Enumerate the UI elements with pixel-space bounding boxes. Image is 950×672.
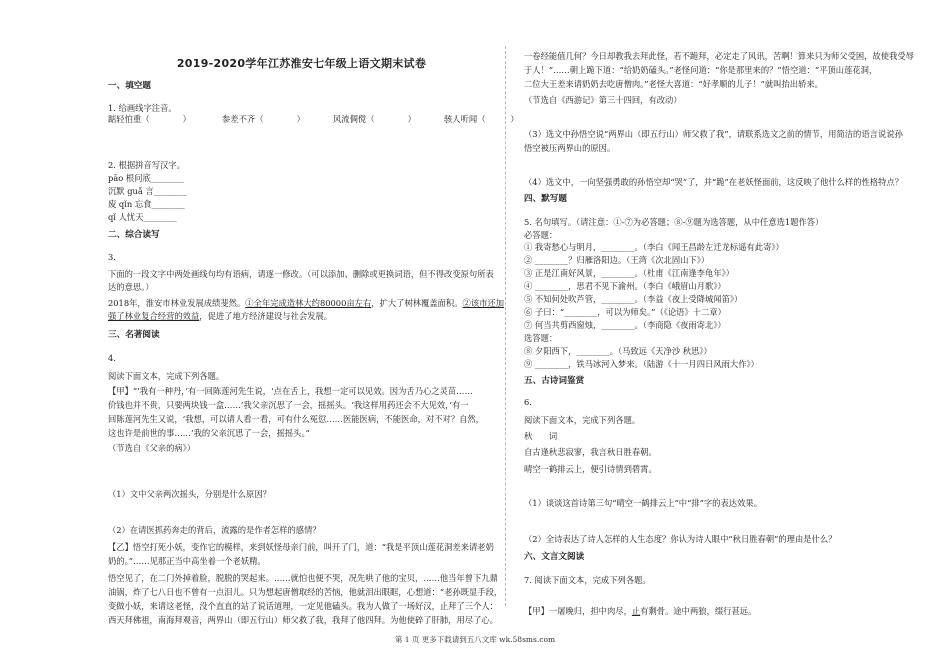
q2-line-1: pāo 根问底________ <box>108 173 184 183</box>
q5-item-7: ⑦ 何当共剪西窗烛，________。（李商隐《夜雨寄北》） <box>524 320 726 330</box>
q6-sub-1: （1）谈谈这首诗第三句“晴空一鹤排云上”中“排”字的表达效果。 <box>524 498 762 508</box>
q3-text: ，促进了地方经济建设与社会发展。 <box>199 311 333 321</box>
q4-yi-line-5: 变做小妖，来请这老怪，没个直直的站了说话道理，一定见他磕头。我为人做了一场好汉，止拜了三个人： <box>108 601 498 611</box>
question-2-stem: 2. 根据拼音写汉字。 <box>108 160 185 170</box>
poem-line-1: 自古逢秋悲寂寥，我言秋日胜春朝。 <box>524 447 657 457</box>
q4-intro: 阅读下面文本，完成下列各题。 <box>108 371 225 381</box>
q3-line-4 <box>108 310 332 322</box>
q3-line-1: 下面的一段文字中两处画线句均有语病，请逐一修改。（可以添加、删除或更换词语，但不得改变原句所表 <box>108 269 494 279</box>
q3-text: ，扩大了树林覆盖面积。 <box>371 298 463 308</box>
q7-text: 【甲】一屠晚归，担中肉尽， <box>524 606 632 616</box>
q5-item-8: ⑧ 夕阳西下，________。（马致远《天净沙 秋思》） <box>524 346 712 356</box>
q3-text: 2018年，淮安市林业发展成绩斐然。 <box>108 298 246 308</box>
q4-sub-3-line-2: 悟空被压两界山的原因。 <box>524 143 616 153</box>
q1-item-2: 参差不齐（ ） <box>222 114 305 124</box>
q7-underlined-char: 止 <box>631 606 641 616</box>
question-1-stem: 1. 给画线字注音。 <box>108 103 177 113</box>
q5-item-2: ② ________？归雁洛阳边。（王湾《次北固山下》） <box>524 255 710 265</box>
q2-line-3: 废 qǐn 忘食________ <box>108 199 185 209</box>
q4-sub-3-line-1: （3）选文中孙悟空说“两界山（即五行山）师父救了我”，请联系选文之前的情节，用简洁的语言说说孙 <box>524 129 903 139</box>
question-6-number: 6. <box>524 397 532 407</box>
q4-jia-line-1: 【甲】“‘我有一种丹，’有一回陈莲河先生说，‘点在舌上，我想一定可以见效。因为舌乃心之灵苗…… <box>108 386 473 396</box>
q2-line-2: 沉默 guǎ 言________ <box>108 186 187 196</box>
q4-yi-line-1: 【乙】悟空打死小妖，变作它的模样，来到妖怪母亲门前，叫开了门，道：“我是平顶山莲花洞差来请老奶 <box>108 542 494 552</box>
q3-underlined-sentence-2: ②该市还加 <box>462 298 505 308</box>
q4-jia-line-2: 价钱也并不贵，只要两块钱一盒……’我父亲沉思了一会，摇摇头。‘我这样用药还会不大见效，’有一 <box>108 400 469 410</box>
r-passage-line-2: 于人！”……朝上跪下道：“给奶奶磕头。”老怪问道：“你是那里来的？”悟空道：“平顶山莲花洞， <box>524 65 878 75</box>
q5-optional-label: 选答题： <box>524 333 558 343</box>
q4-yi-line-2: 奶的。”……见那正当中高坐着一个老妖精。 <box>108 556 266 566</box>
poem-line-2: 晴空一鹤排云上，便引诗情到碧霄。 <box>524 464 657 474</box>
section-heading-reading-writing: 二、综合读写 <box>108 230 160 240</box>
exam-title: 2019-2020学年江苏淮安七年级上语文期末试卷 <box>176 57 427 70</box>
q4-yi-line-3: 悟空见了，在二门外掉着脸，脱脱的哭起来。……就怕也便不哭，况先哄了他的宝贝，……他当年曾下九鼎 <box>108 573 498 583</box>
q5-item-3: ③ 正是江南好风景，________。（杜甫《江南逢李龟年》） <box>524 268 735 278</box>
q4-yi-line-4: 油锅，炸了七八日也不曾有一点泪儿。只为想起唐僧取经的苦恼，他就泪出眼眶，心想道：“老孙既显手段， <box>108 587 503 597</box>
column-divider <box>505 46 506 606</box>
question-7-stem: 7. 阅读下面文本，完成下列各题。 <box>524 575 651 585</box>
r-source: （节选自《西游记》第三十四回，有改动） <box>524 95 682 105</box>
poem-title: 秋 词 <box>524 431 558 441</box>
section-heading-classics: 三、名著阅读 <box>108 330 160 340</box>
question-3-number: 3. <box>108 252 116 262</box>
q6-sub-2: （2）全诗表达了诗人怎样的人生态度？你认为诗人眼中“秋日胜春朝”的理由是什么？ <box>524 534 837 544</box>
question-5-stem: 5. 名句填写。（请注意：①-⑦为必答题；⑧-⑨题为选答题，从中任意选1题作答） <box>524 217 824 227</box>
q7-jia-line <box>524 605 756 617</box>
q1-item-3: 风流倜傥（ ） <box>333 114 416 124</box>
q4-jia-line-3: 回陈莲河先生又说，‘我想，可以请人看一看，可有什么冤愆……医能医病，不能医命，对不对？自然， <box>108 414 485 424</box>
section-heading-poetry: 五、古诗词鉴赏 <box>524 376 585 386</box>
r-passage-line-1: 一卷经能值几何？今日却教我去拜此怪，若不跪拜，必定走了风讯，苦啊！算来只为师父受困，故使我受辱 <box>524 51 914 61</box>
q1-item-1: 踮轻怕重（ ） <box>108 114 191 124</box>
q3-underlined-sentence-2-cont: 强了林业复合经营的效益 <box>108 311 200 321</box>
q4-yi-line-6: 西天拜佛祖，南海拜观音，两界山（即五行山）师父救了我，我拜了他四拜。为他使碎了肝肺，用尽了心。 <box>108 615 498 625</box>
page-footer: 第 1 页 更多下载请到五八文库 wk.58sms.com <box>394 635 556 644</box>
section-heading-dictation: 四、默写题 <box>524 194 567 204</box>
q4-sub-4: （4）选文中，一向坚强勇敢的孙悟空却“哭”了，并“跪”在老妖怪面前，这反映了他什么样的性格特点？ <box>524 177 904 187</box>
q1-item-4: 骇人听闻（ ） <box>444 114 519 124</box>
q5-item-1: ① 我寄愁心与明月，________。（李白《闻王昌龄左迁龙标遥有此寄》） <box>524 242 784 252</box>
q4-jia-line-4: 这也许是前世的事……’我的父亲沉思了一会，摇摇头。” <box>108 428 310 438</box>
q5-item-5: ⑤ 不知何处吹芦管，________。（李益《夜上受降城闻笛》） <box>524 294 743 304</box>
q4-sub-1: （1）文中父亲两次摇头，分别是什么原因？ <box>108 489 271 499</box>
q5-item-9: ⑨ ________，铁马冰河入梦来。（陆游《十一月四日风雨大作》） <box>524 359 759 369</box>
q5-item-6: ⑥ 子曰：“________，可以为师矣。”（《论语》十二章） <box>524 307 726 317</box>
r-passage-line-3: 二位大王差来请奶奶去吃唐僧肉。”老怪大喜道：“好孝顺的儿子！”就叫抬出轿来。 <box>524 79 823 89</box>
section-heading-fill-in: 一、填空题 <box>108 81 151 91</box>
q3-underlined-sentence-1: ①全年完成造林大约80000亩左右 <box>245 298 372 308</box>
q5-item-4: ④ ________，思君不见下渝州。（李白《峨眉山月歌》） <box>524 281 726 291</box>
q6-intro: 阅读下面文本，完成下列各题。 <box>524 415 641 425</box>
q5-required-label: 必答题： <box>524 230 558 240</box>
q4-source: （节选自《父亲的病》） <box>108 443 196 453</box>
q2-line-4: qǐ 人忧天________ <box>108 212 177 222</box>
q3-line-2: 达的意思。） <box>108 282 154 292</box>
q3-line-3 <box>108 297 504 309</box>
section-heading-classical-chinese: 六、文言文阅读 <box>524 552 585 562</box>
q4-sub-2: （2）在请医抓药奔走的背后，流露的是作者怎样的感情？ <box>108 525 321 535</box>
question-4-number: 4. <box>108 353 116 363</box>
q7-text: 有剩骨。途中两狼，缀行甚远。 <box>640 606 757 616</box>
